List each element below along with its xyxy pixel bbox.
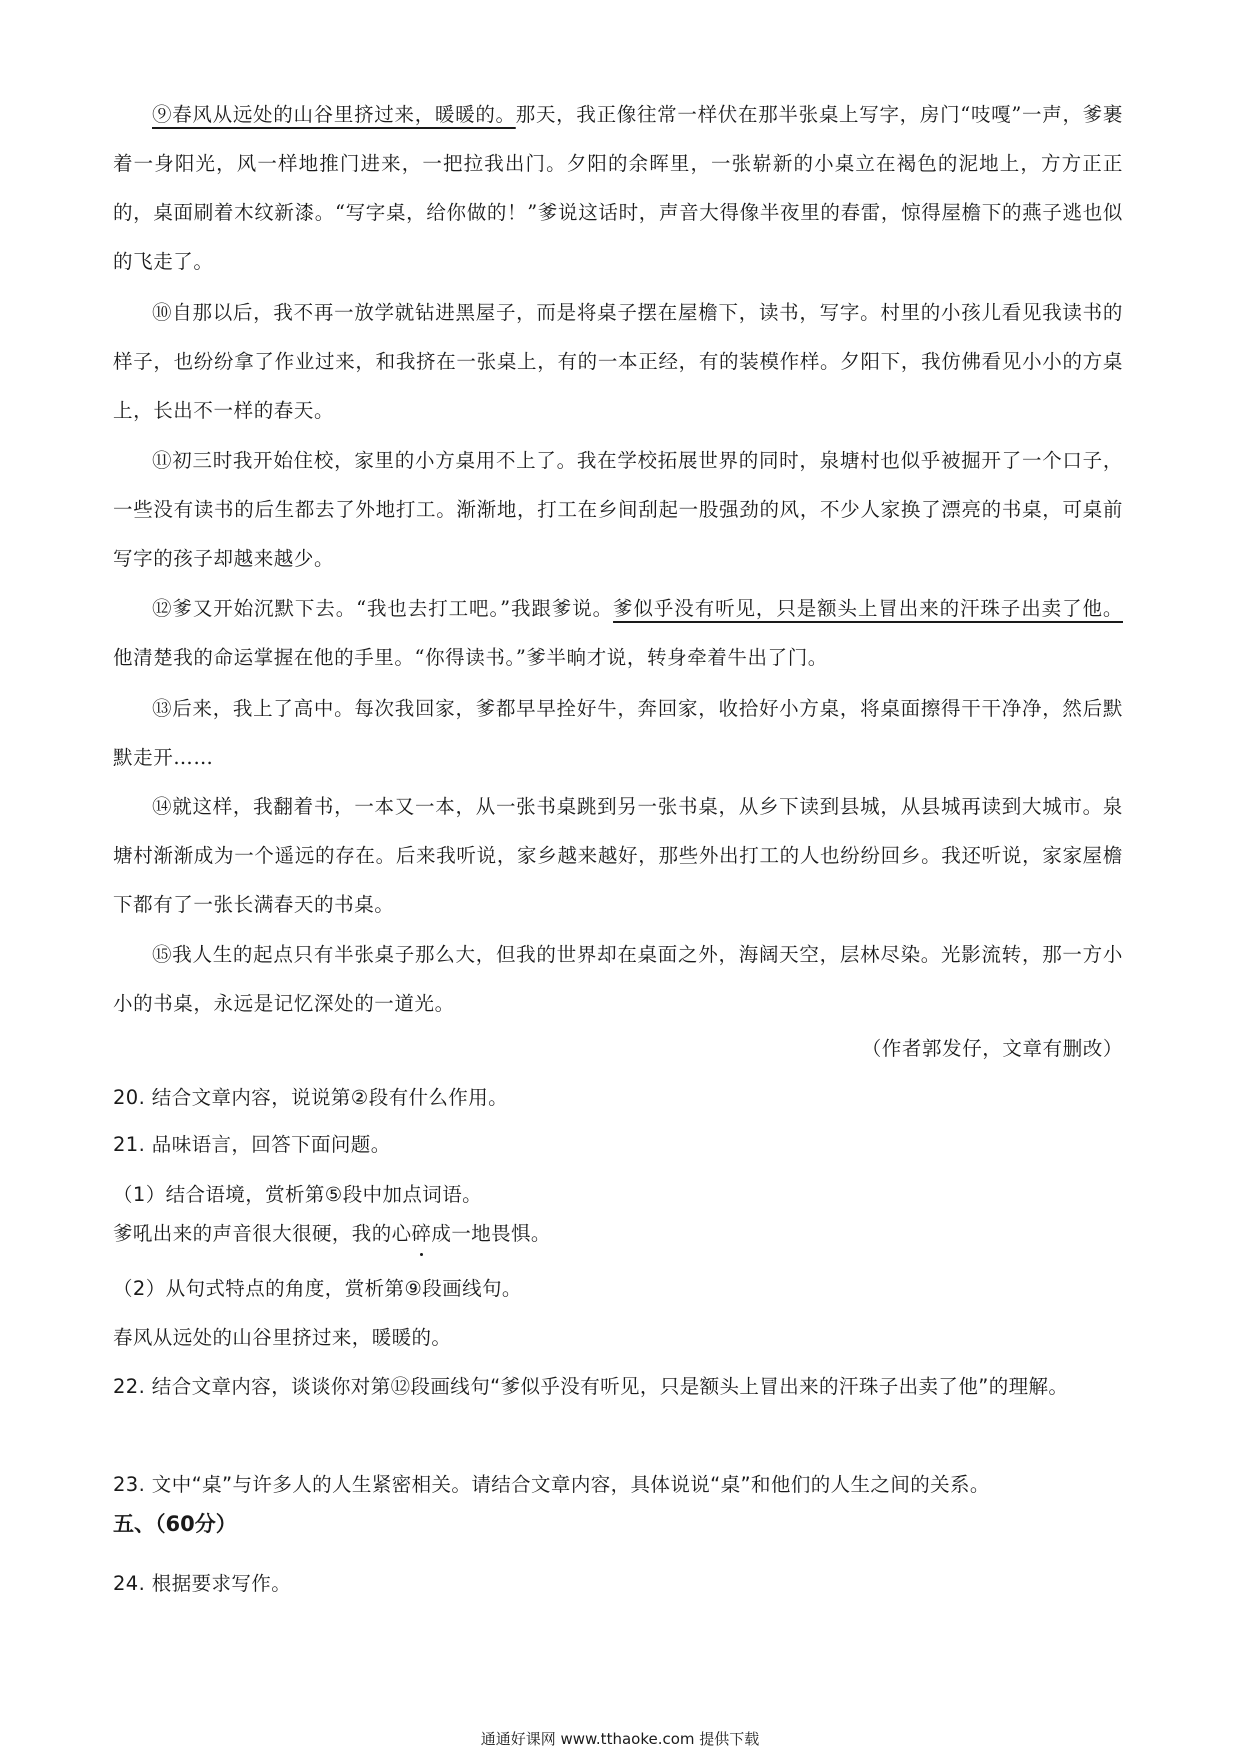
paragraph-9 bbox=[113, 90, 1123, 286]
question-22: 22. 结合文章内容，谈谈你对第⑫段画线句“爹似乎没有听见，只是额头上冒出来的汗珠子出卖了他”的理解。 bbox=[113, 1375, 1069, 1398]
question-23: 23. 文中“桌”与许多人的人生紧密相关。请结合文章内容，具体说说“桌”和他们的人生之间的关系。 bbox=[113, 1473, 990, 1496]
quote-text: 成一地畏惧。 bbox=[431, 1222, 551, 1245]
question-20: 20. 结合文章内容，说说第②段有什么作用。 bbox=[113, 1086, 508, 1109]
dotted-word: 碎 bbox=[412, 1209, 432, 1258]
underlined-sentence-12: 爹似乎没有听见，只是额头上冒出来的汗珠子出卖了他。 bbox=[613, 597, 1123, 620]
quote-text: 爹吼出来的声音很大很硬，我的心 bbox=[113, 1222, 412, 1245]
paragraph-15: ⑮我人生的起点只有半张桌子那么大，但我的世界却在桌面之外，海阔天空，层林尽染。光影流转，那一方小小的书桌，永远是记忆深处的一道光。 bbox=[113, 943, 1123, 1015]
question-21-part-1: （1）结合语境，赏析第⑤段中加点词语。 bbox=[113, 1183, 482, 1206]
paragraph-12 bbox=[113, 584, 1123, 682]
question-21-part-1-quote bbox=[113, 1209, 1123, 1258]
paragraph-10: ⑩自那以后，我不再一放学就钻进黑屋子，而是将桌子摆在屋檐下，读书，写字。村里的小孩儿看见我读书的样子，也纷纷拿了作业过来，和我挤在一张桌上，有的一本正经，有的装模作样。夕阳下，我仿佛看见小小的方桌上，长出不一样的春天。 bbox=[113, 301, 1123, 422]
footer-watermark: 通通好课网 www.tthaoke.com 提供下载 bbox=[480, 1730, 760, 1748]
section-heading: 五、（60分） bbox=[113, 1512, 237, 1536]
paragraph-9-text: 那天，我正像往常一样伏在那半张桌上写字，房门“吱嘎”一声，爹裹着一身阳光，风一样地推门进来，一把拉我出门。夕阳的余晖里，一张崭新的小桌立在褐色的泥地上，方方正正的，桌面刷着木纹新漆。“写字桌，给你做的！”爹说这话时，声音大得像半夜里的春雷，惊得屋檐下的燕子逃也似的飞走了。 bbox=[113, 103, 1123, 273]
underlined-sentence-9: ⑨春风从远处的山谷里挤过来，暖暖的。 bbox=[152, 103, 516, 126]
question-21: 21. 品味语言，回答下面问题。 bbox=[113, 1133, 391, 1156]
paragraph-11: ⑪初三时我开始住校，家里的小方桌用不上了。我在学校拓展世界的同时，泉塘村也似乎被掘开了一个口子，一些没有读书的后生都去了外地打工。渐渐地，打工在乡间刮起一股强劲的风，不少人家换了漂亮的书桌，可桌前写字的孩子却越来越少。 bbox=[113, 449, 1123, 570]
paragraph-12-before: ⑫爹又开始沉默下去。“我也去打工吧。”我跟爹说。 bbox=[152, 597, 614, 620]
question-21-part-2-quote: 春风从远处的山谷里挤过来，暖暖的。 bbox=[113, 1326, 452, 1349]
paragraph-14: ⑭就这样，我翻着书，一本又一本，从一张书桌跳到另一张书桌，从乡下读到县城，从县城再读到大城市。泉塘村渐渐成为一个遥远的存在。后来我听说，家乡越来越好，那些外出打工的人也纷纷回乡。我还听说，家家屋檐下都有了一张长满春天的书桌。 bbox=[113, 795, 1123, 916]
author-credit: （作者郭发仔，文章有删改） bbox=[861, 1037, 1123, 1060]
question-24: 24. 根据要求写作。 bbox=[113, 1572, 292, 1595]
paragraph-13: ⑬后来，我上了高中。每次我回家，爹都早早拴好牛，奔回家，收拾好小方桌，将桌面擦得干干净净，然后默默走开…… bbox=[113, 697, 1123, 769]
paragraph-12-after: 他清楚我的命运掌握在他的手里。“你得读书。”爹半晌才说，转身牵着牛出了门。 bbox=[113, 646, 828, 669]
question-21-part-2: （2）从句式特点的角度，赏析第⑨段画线句。 bbox=[113, 1277, 522, 1300]
